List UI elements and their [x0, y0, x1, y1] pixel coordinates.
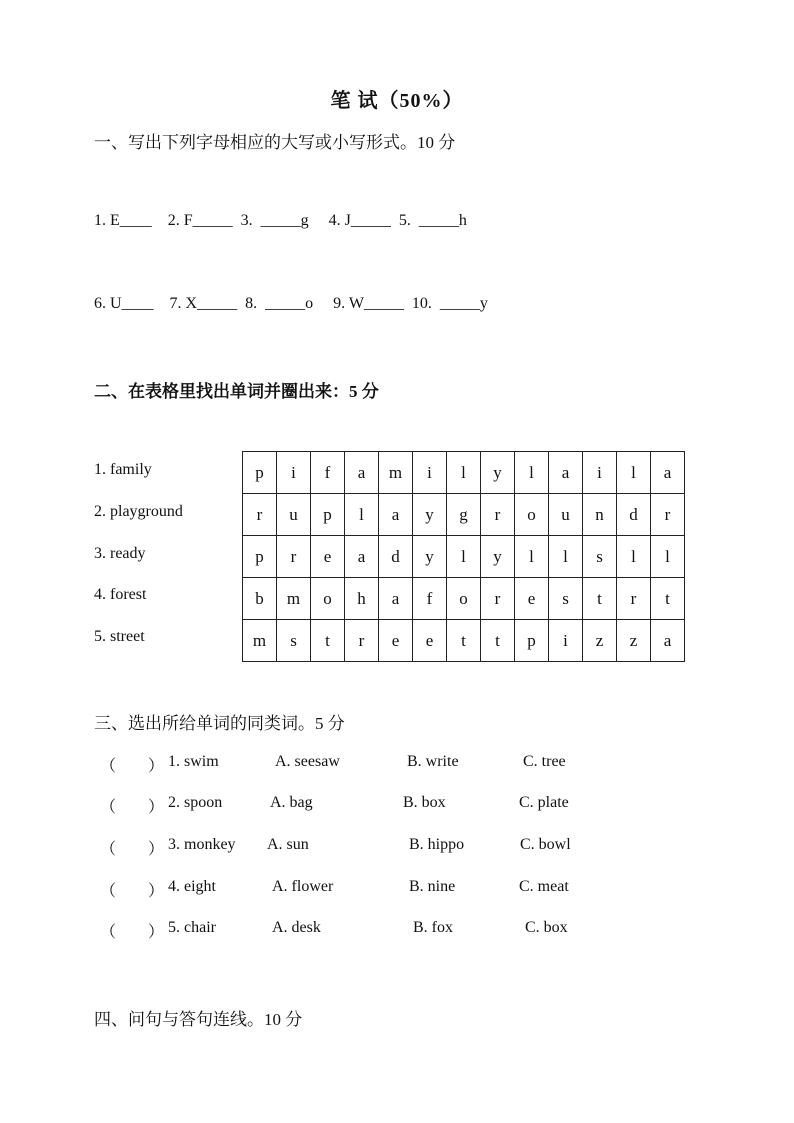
- word-item: 2. playground: [94, 503, 183, 520]
- grid-row: [243, 536, 685, 578]
- grid-cell[interactable]: l: [447, 536, 481, 578]
- option-b: B. nine: [409, 878, 456, 895]
- grid-cell[interactable]: f: [413, 578, 447, 620]
- grid-cell[interactable]: u: [277, 494, 311, 536]
- section2-heading: 二、在表格里找出单词并圈出来：5 分: [94, 382, 379, 401]
- grid-row: [243, 494, 685, 536]
- grid-row: [243, 620, 685, 662]
- letters-line-1: 1. E____ 2. F_____ 3. _____g 4. J_____ 5. _____h: [94, 212, 467, 229]
- grid-cell[interactable]: r: [651, 494, 685, 536]
- grid-cell[interactable]: f: [311, 452, 345, 494]
- grid-cell[interactable]: p: [243, 536, 277, 578]
- option-c: C. bowl: [520, 836, 571, 853]
- grid-cell[interactable]: a: [549, 452, 583, 494]
- page-title: 笔 试（50%）: [330, 90, 464, 112]
- grid-cell[interactable]: u: [549, 494, 583, 536]
- grid-row: [243, 452, 685, 494]
- grid-row: [243, 578, 685, 620]
- grid-cell[interactable]: a: [379, 578, 413, 620]
- grid-cell[interactable]: y: [413, 494, 447, 536]
- grid-cell[interactable]: y: [481, 452, 515, 494]
- grid-cell[interactable]: s: [277, 620, 311, 662]
- grid-cell[interactable]: b: [243, 578, 277, 620]
- grid-cell[interactable]: t: [311, 620, 345, 662]
- grid-cell[interactable]: d: [617, 494, 651, 536]
- word-item: 4. forest: [94, 586, 147, 603]
- grid-cell[interactable]: h: [345, 578, 379, 620]
- grid-cell[interactable]: i: [549, 620, 583, 662]
- option-b: B. box: [403, 794, 446, 811]
- grid-cell[interactable]: e: [515, 578, 549, 620]
- choice-row: [0, 919, 794, 943]
- option-a: A. sun: [267, 836, 309, 853]
- option-a: A. seesaw: [275, 753, 340, 770]
- grid-cell[interactable]: e: [379, 620, 413, 662]
- grid-cell[interactable]: o: [311, 578, 345, 620]
- grid-cell[interactable]: d: [379, 536, 413, 578]
- answer-bracket[interactable]: （ ）: [100, 924, 165, 941]
- grid-cell[interactable]: r: [481, 578, 515, 620]
- grid-cell[interactable]: y: [481, 536, 515, 578]
- grid-cell[interactable]: z: [583, 620, 617, 662]
- grid-cell[interactable]: l: [549, 536, 583, 578]
- grid-cell[interactable]: l: [345, 494, 379, 536]
- grid-cell[interactable]: o: [447, 578, 481, 620]
- answer-bracket[interactable]: （ ）: [100, 841, 165, 858]
- section3-heading: 三、选出所给单词的同类词。5 分: [94, 714, 345, 733]
- grid-cell[interactable]: z: [617, 620, 651, 662]
- answer-bracket[interactable]: （ ）: [100, 758, 165, 775]
- grid-cell[interactable]: r: [481, 494, 515, 536]
- grid-cell[interactable]: e: [413, 620, 447, 662]
- grid-cell[interactable]: s: [583, 536, 617, 578]
- grid-cell[interactable]: t: [481, 620, 515, 662]
- question-word: 5. chair: [168, 919, 216, 936]
- grid-cell[interactable]: i: [583, 452, 617, 494]
- grid-cell[interactable]: r: [345, 620, 379, 662]
- question-word: 4. eight: [168, 878, 216, 895]
- word-search-grid: [242, 451, 685, 662]
- option-a: A. bag: [270, 794, 313, 811]
- section1-heading: 一、写出下列字母相应的大写或小写形式。10 分: [94, 133, 456, 152]
- question-word: 1. swim: [168, 753, 219, 770]
- grid-cell[interactable]: m: [277, 578, 311, 620]
- grid-cell[interactable]: l: [515, 536, 549, 578]
- grid-cell[interactable]: a: [651, 620, 685, 662]
- grid-cell[interactable]: l: [447, 452, 481, 494]
- answer-bracket[interactable]: （ ）: [100, 799, 165, 816]
- grid-cell[interactable]: s: [549, 578, 583, 620]
- grid-cell[interactable]: i: [413, 452, 447, 494]
- question-word: 3. monkey: [168, 836, 236, 853]
- letters-line-2: 6. U____ 7. X_____ 8. _____o 9. W_____ 10. _____y: [94, 295, 488, 312]
- grid-cell[interactable]: r: [617, 578, 651, 620]
- option-c: C. tree: [523, 753, 566, 770]
- option-b: B. write: [407, 753, 459, 770]
- option-c: C. plate: [519, 794, 569, 811]
- grid-cell[interactable]: t: [651, 578, 685, 620]
- word-item: 1. family: [94, 461, 152, 478]
- word-item: 5. street: [94, 628, 145, 645]
- grid-cell[interactable]: t: [447, 620, 481, 662]
- grid-cell[interactable]: t: [583, 578, 617, 620]
- grid-cell[interactable]: o: [515, 494, 549, 536]
- grid-cell[interactable]: n: [583, 494, 617, 536]
- grid-cell[interactable]: l: [651, 536, 685, 578]
- grid-cell[interactable]: a: [651, 452, 685, 494]
- word-item: 3. ready: [94, 545, 146, 562]
- grid-cell[interactable]: p: [311, 494, 345, 536]
- option-c: C. box: [525, 919, 568, 936]
- choice-row: [0, 878, 794, 902]
- grid-cell[interactable]: a: [345, 536, 379, 578]
- grid-cell[interactable]: g: [447, 494, 481, 536]
- answer-bracket[interactable]: （ ）: [100, 883, 165, 900]
- choice-row: [0, 753, 794, 777]
- grid-cell[interactable]: r: [277, 536, 311, 578]
- grid-cell[interactable]: p: [243, 452, 277, 494]
- grid-cell[interactable]: i: [277, 452, 311, 494]
- grid-cell[interactable]: p: [515, 620, 549, 662]
- choice-row: [0, 836, 794, 860]
- option-b: B. hippo: [409, 836, 465, 853]
- grid-cell[interactable]: l: [617, 452, 651, 494]
- question-word: 2. spoon: [168, 794, 223, 811]
- option-b: B. fox: [413, 919, 453, 936]
- choice-row: [0, 794, 794, 818]
- section4-heading: 四、问句与答句连线。10 分: [94, 1010, 303, 1029]
- grid-cell[interactable]: a: [345, 452, 379, 494]
- grid-cell[interactable]: r: [243, 494, 277, 536]
- grid-cell[interactable]: m: [243, 620, 277, 662]
- option-a: A. desk: [272, 919, 321, 936]
- grid-cell[interactable]: l: [515, 452, 549, 494]
- grid-cell[interactable]: y: [413, 536, 447, 578]
- grid-cell[interactable]: l: [617, 536, 651, 578]
- option-c: C. meat: [519, 878, 569, 895]
- option-a: A. flower: [272, 878, 334, 895]
- grid-cell[interactable]: e: [311, 536, 345, 578]
- grid-cell[interactable]: m: [379, 452, 413, 494]
- grid-cell[interactable]: a: [379, 494, 413, 536]
